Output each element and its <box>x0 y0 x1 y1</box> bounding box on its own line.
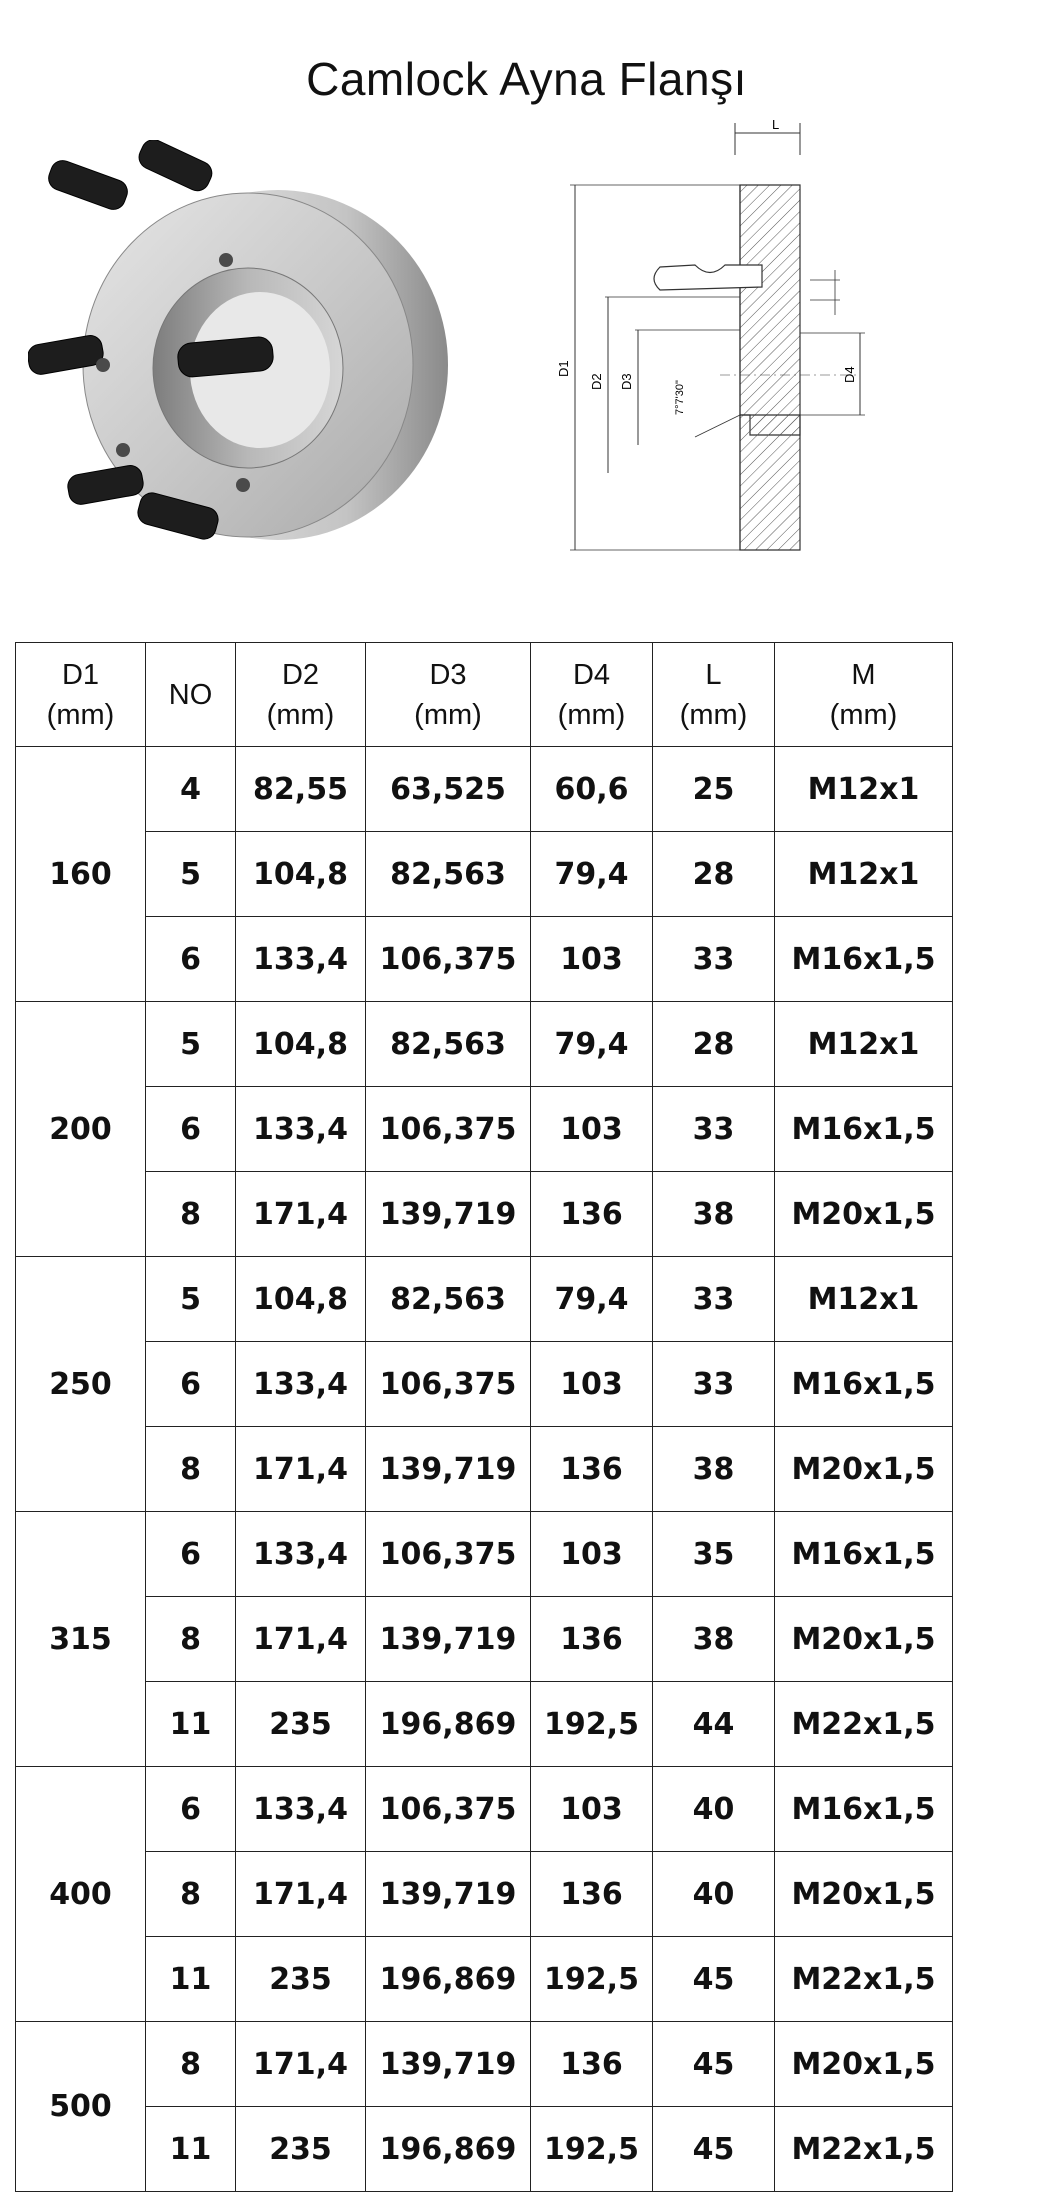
cell-no: 8 <box>146 1172 236 1257</box>
table-row <box>16 1257 953 1342</box>
cell-d1: 400 <box>16 1767 146 2022</box>
cell-m: M12x1 <box>775 1257 953 1342</box>
cell-m: M20x1,5 <box>775 1852 953 1937</box>
cell-l: 38 <box>653 1427 775 1512</box>
cell-d2: 104,8 <box>236 1002 366 1087</box>
table-row <box>16 1087 953 1172</box>
cell-m: M22x1,5 <box>775 1937 953 2022</box>
cell-no: 11 <box>146 1937 236 2022</box>
cell-no: 8 <box>146 1427 236 1512</box>
cell-m: M16x1,5 <box>775 1512 953 1597</box>
cell-no: 6 <box>146 1767 236 1852</box>
cell-d3: 196,869 <box>366 1937 531 2022</box>
cell-d2: 133,4 <box>236 1087 366 1172</box>
cell-l: 44 <box>653 1682 775 1767</box>
cell-l: 33 <box>653 1087 775 1172</box>
table-row <box>16 2107 953 2192</box>
cell-l: 25 <box>653 747 775 832</box>
cell-no: 6 <box>146 917 236 1002</box>
table-row <box>16 747 953 832</box>
table-row <box>16 1427 953 1512</box>
table-row <box>16 1342 953 1427</box>
cell-d2: 133,4 <box>236 1342 366 1427</box>
cell-m: M16x1,5 <box>775 1767 953 1852</box>
cell-m: M12x1 <box>775 1002 953 1087</box>
dim-label-l: L <box>772 117 780 132</box>
col-header-no: NO <box>146 643 236 747</box>
dim-label-d4: D4 <box>842 366 857 383</box>
cell-no: 5 <box>146 832 236 917</box>
cell-no: 8 <box>146 1597 236 1682</box>
cell-d4: 103 <box>531 1512 653 1597</box>
cell-m: M12x1 <box>775 832 953 917</box>
cell-no: 11 <box>146 2107 236 2192</box>
cell-d2: 82,55 <box>236 747 366 832</box>
cell-l: 40 <box>653 1767 775 1852</box>
cell-d4: 192,5 <box>531 2107 653 2192</box>
table-row <box>16 1682 953 1767</box>
cell-d3: 106,375 <box>366 1087 531 1172</box>
cell-d2: 235 <box>236 1937 366 2022</box>
cell-d3: 196,869 <box>366 2107 531 2192</box>
cell-d4: 79,4 <box>531 832 653 917</box>
cell-d4: 136 <box>531 1597 653 1682</box>
cell-no: 6 <box>146 1512 236 1597</box>
cell-d2: 235 <box>236 2107 366 2192</box>
cell-l: 38 <box>653 1597 775 1682</box>
cell-d3: 82,563 <box>366 832 531 917</box>
cell-l: 28 <box>653 1002 775 1087</box>
cell-d3: 106,375 <box>366 1512 531 1597</box>
page-title: Camlock Ayna Flanşı <box>306 53 747 105</box>
cell-d3: 196,869 <box>366 1682 531 1767</box>
cell-l: 40 <box>653 1852 775 1937</box>
table-row <box>16 1172 953 1257</box>
cell-d1: 500 <box>16 2022 146 2192</box>
spec-table <box>15 642 953 2192</box>
cell-l: 33 <box>653 1342 775 1427</box>
cell-no: 8 <box>146 1852 236 1937</box>
dim-label-d1: D1 <box>556 360 571 377</box>
cell-d4: 103 <box>531 917 653 1002</box>
table-row <box>16 832 953 917</box>
cell-d4: 103 <box>531 1087 653 1172</box>
cell-d4: 103 <box>531 1342 653 1427</box>
table-row <box>16 1852 953 1937</box>
cell-d4: 103 <box>531 1767 653 1852</box>
col-header-l: L (mm) <box>653 643 775 747</box>
cell-no: 8 <box>146 2022 236 2107</box>
cell-d1: 160 <box>16 747 146 1002</box>
cell-d3: 82,563 <box>366 1257 531 1342</box>
cell-d3: 63,525 <box>366 747 531 832</box>
cell-no: 11 <box>146 1682 236 1767</box>
cell-l: 33 <box>653 1257 775 1342</box>
cell-d2: 171,4 <box>236 1597 366 1682</box>
cell-d2: 235 <box>236 1682 366 1767</box>
cell-l: 33 <box>653 917 775 1002</box>
table-row <box>16 1767 953 1852</box>
cell-l: 45 <box>653 2022 775 2107</box>
cell-m: M20x1,5 <box>775 1427 953 1512</box>
cell-l: 45 <box>653 2107 775 2192</box>
flange-section-drawing <box>500 115 880 555</box>
cell-d4: 192,5 <box>531 1937 653 2022</box>
cell-m: M16x1,5 <box>775 917 953 1002</box>
cell-d3: 139,719 <box>366 1597 531 1682</box>
cell-d4: 192,5 <box>531 1682 653 1767</box>
cell-d3: 139,719 <box>366 1427 531 1512</box>
cell-d2: 133,4 <box>236 917 366 1002</box>
cell-d3: 82,563 <box>366 1002 531 1087</box>
cell-d3: 139,719 <box>366 1172 531 1257</box>
dim-label-angle: 7°7'30" <box>674 380 686 415</box>
cell-m: M20x1,5 <box>775 2022 953 2107</box>
cell-d2: 171,4 <box>236 1852 366 1937</box>
cell-no: 4 <box>146 747 236 832</box>
table-row <box>16 917 953 1002</box>
cell-no: 6 <box>146 1342 236 1427</box>
cell-m: M20x1,5 <box>775 1172 953 1257</box>
cell-m: M16x1,5 <box>775 1342 953 1427</box>
table-row <box>16 1002 953 1087</box>
cell-m: M16x1,5 <box>775 1087 953 1172</box>
dim-label-d3: D3 <box>619 373 634 390</box>
flange-photo <box>28 140 448 580</box>
cell-d3: 106,375 <box>366 1767 531 1852</box>
cell-d4: 136 <box>531 1852 653 1937</box>
cell-d4: 136 <box>531 1172 653 1257</box>
cell-d4: 79,4 <box>531 1257 653 1342</box>
cell-d2: 171,4 <box>236 2022 366 2107</box>
table-header-row <box>16 643 953 747</box>
table-body <box>16 747 953 2192</box>
cell-no: 5 <box>146 1257 236 1342</box>
col-header-d3: D3 (mm) <box>366 643 531 747</box>
cell-l: 35 <box>653 1512 775 1597</box>
cell-d2: 133,4 <box>236 1512 366 1597</box>
cell-d4: 60,6 <box>531 747 653 832</box>
cell-d2: 171,4 <box>236 1172 366 1257</box>
cell-d3: 106,375 <box>366 917 531 1002</box>
table-row <box>16 2022 953 2107</box>
table-row <box>16 1597 953 1682</box>
cell-no: 6 <box>146 1087 236 1172</box>
col-header-d2: D2 (mm) <box>236 643 366 747</box>
cell-d1: 250 <box>16 1257 146 1512</box>
cell-l: 45 <box>653 1937 775 2022</box>
col-header-d1: D1 (mm) <box>16 643 146 747</box>
cell-d1: 200 <box>16 1002 146 1257</box>
cell-no: 5 <box>146 1002 236 1087</box>
table-row <box>16 1937 953 2022</box>
cell-m: M12x1 <box>775 747 953 832</box>
cell-d3: 106,375 <box>366 1342 531 1427</box>
cell-l: 38 <box>653 1172 775 1257</box>
cell-d2: 171,4 <box>236 1427 366 1512</box>
col-header-d4: D4 (mm) <box>531 643 653 747</box>
table-row <box>16 1512 953 1597</box>
cell-d4: 79,4 <box>531 1002 653 1087</box>
cell-d2: 133,4 <box>236 1767 366 1852</box>
cell-d3: 139,719 <box>366 1852 531 1937</box>
cell-d4: 136 <box>531 2022 653 2107</box>
col-header-m: M (mm) <box>775 643 953 747</box>
cell-d1: 315 <box>16 1512 146 1767</box>
cell-d2: 104,8 <box>236 1257 366 1342</box>
cell-d3: 139,719 <box>366 2022 531 2107</box>
cell-d4: 136 <box>531 1427 653 1512</box>
dim-label-d2: D2 <box>589 373 604 390</box>
cell-m: M22x1,5 <box>775 2107 953 2192</box>
cell-m: M22x1,5 <box>775 1682 953 1767</box>
cell-d2: 104,8 <box>236 832 366 917</box>
cell-l: 28 <box>653 832 775 917</box>
cell-m: M20x1,5 <box>775 1597 953 1682</box>
